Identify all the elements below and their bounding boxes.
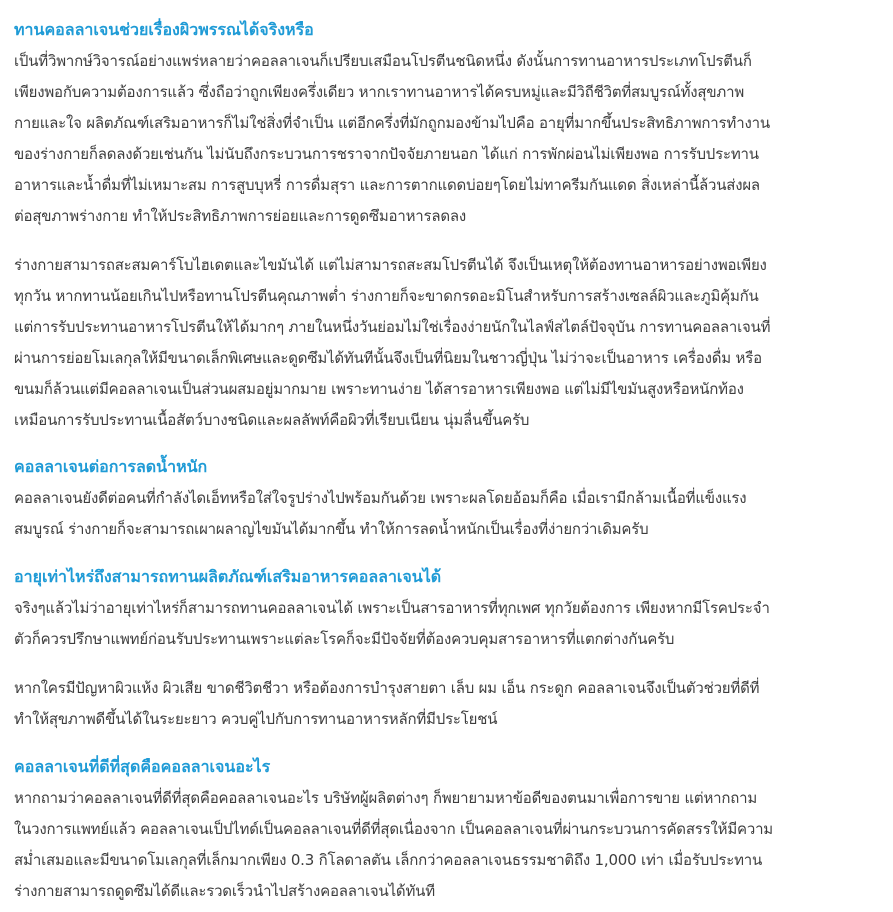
paragraph-collagen-skin-1: เป็นที่วิพากษ์วิจารณ์อย่างแพร่หลายว่าคอลลาเจนก็เปรียบเสมือนโปรตีนชนิดหนึ่ง ดังนั้นการทานอาหารประเภทโปรตีนก็ เพียงพอกับความต้องการแล้ว ซึ่งถือว่าถูกเพียงครึ่งเดียว หากเราทานอาหารได้ครบหมู่และมีวิถีชีวิตที่สมบูรณ์ทั้งสุขภาพ กายและใจ ผลิตภัณฑ์เสริมอาหารก็ไม่ใช่สิ่งที่จำเป็น แต่อีกครึ่งที่มักถูกมองข้ามไปคือ อายุที่มากขึ้นประสิทธิภาพการทำงาน ของร่างกายก็ลดลงด้วยเช่นกัน ไม่นับถึงกระบวนการชราจากปัจจัยภายนอก ได้แก่ การพักผ่อนไม่เพียงพอ การรับประทาน อาหารและน้ำดื่มที่ไม่เหมาะสม การสูบบุหรี่ การดื่มสุรา และการตากแดดบ่อยๆโดยไม่ทาครีมกันแดด สิ่งเหล่านี้ล้วนส่งผล ต่อสุขภาพร่างกาย ทำให้ประสิทธิภาพการย่อยและการดูดซึมอาหารลดลง [14, 52, 770, 225]
section-heading-age: อายุเท่าไหร่ถึงสามารถทานผลิตภัณฑ์เสริมอาหารคอลลาเจนได้ [14, 567, 442, 586]
paragraph-weight-loss: คอลลาเจนยังดีต่อคนที่กำลังไดเอ็ทหรือใส่ใจรูปร่างไปพร้อมกันด้วย เพราะผลโดยอ้อมก็คือ เมื่อเรามีกล้ามเนื้อที่แข็งแรง สมบูรณ์ ร่างกายก็จะสามารถเผาผลาญไขมันได้มากขึ้น ทำให้การลดน้ำหนักเป็นเรื่องที่ง่ายกว่าเดิมครับ [14, 489, 747, 538]
paragraph-best-collagen: หากถามว่าคอลลาเจนที่ดีที่สุดคือคอลลาเจนอะไร บริษัทผู้ผลิตต่างๆ ก็พยายามหาข้อดีของตนมาเพื่อการขาย แต่หากถาม ในวงการแพทย์แล้ว คอลลาเจนเป็ปไทด์เป็นคอลลาเจนที่ดีที่สุดเนื่องจาก เป็นคอลลาเจนที่ผ่านกระบวนการคัดสรรให้มีความ สม่ำเสมอและมีขนาดโมเลกุลที่เล็กมากเพียง 0.3 กิโลดาลตัน เล็กกว่าคอลลาเจนธรรมชาติถึง 1,000 เท่า เมื่อรับประทาน ร่างกายสามารถดูดซึมได้ดีและรวดเร็วนำไปสร้างคอลลาเจนได้ทันที [14, 789, 773, 900]
paragraph-collagen-skin-2: ร่างกายสามารถสะสมคาร์โบไฮเดตและไขมันได้ แต่ไม่สามารถสะสมโปรตีนได้ จึงเป็นเหตุให้ต้องทานอาหารอย่างพอเพียง ทุกวัน หากทานน้อยเกินไปหรือทานโปรตีนคุณภาพต่ำ ร่างกายก็จะขาดกรดอะมิโนสำหรับการสร้างเซลล์ผิวและภูมิคุ้มกัน แต่การรับประทานอาหารโปรตีนให้ได้มากๆ ภายในหนึ่งวันย่อมไม่ใช่เรื่องง่ายนักในไลฟ์สไตล์ปัจจุบัน การทานคอลลาเจนที่ ผ่านการย่อยโมเลกุลให้มีขนาดเล็กพิเศษและดูดซึมได้ทันทีนั้นจึงเป็นที่นิยมในชาวญี่ปุ่น ไม่ว่าจะเป็นอาหาร เครื่องดื่ม หรือ ขนมก็ล้วนแต่มีคอลลาเจนเป็นส่วนผสมอยู่มากมาย เพราะทานง่าย ได้สารอาหารเพียงพอ แต่ไม่มีไขมันสูงหรือหนักท้อง เหมือนการรับประทานเนื้อสัตว์บางชนิดและผลลัพท์คือผิวที่เรียบเนียน นุ่มลื่นขึ้นครับ [14, 256, 771, 429]
paragraph-age-2: หากใครมีปัญหาผิวแห้ง ผิวเสีย ขาดชีวิตชีวา หรือต้องการบำรุงสายตา เล็บ ผม เอ็น กระดูก คอลลาเจนจึงเป็นตัวช่วยที่ดีที่ ทำให้สุขภาพดีขึ้นได้ในระยะยาว ควบคู่ไปกับการทานอาหารหลักที่มีประโยชน์ [14, 679, 760, 728]
article [0, 16, 893, 912]
section-heading-collagen-skin: ทานคอลลาเจนช่วยเรื่องผิวพรรณได้จริงหรือ [14, 20, 314, 39]
section-heading-best-collagen: คอลลาเจนที่ดีที่สุดคือคอลลาเจนอะไร [14, 757, 271, 776]
paragraph-age-1: จริงๆแล้วไม่ว่าอายุเท่าไหร่ก็สามารถทานคอลลาเจนได้ เพราะเป็นสารอาหารที่ทุกเพศ ทุกวัยต้องการ เพียงหากมีโรคประจำ ตัวก็ควรปรึกษาแพทย์ก่อนรับประทานเพราะแต่ละโรคก็จะมีปัจจัยที่ต้องควบคุมสารอาหารที่แตกต่างกันครับ [14, 599, 770, 648]
section-heading-weight-loss: คอลลาเจนต่อการลดน้ำหนัก [14, 457, 208, 476]
